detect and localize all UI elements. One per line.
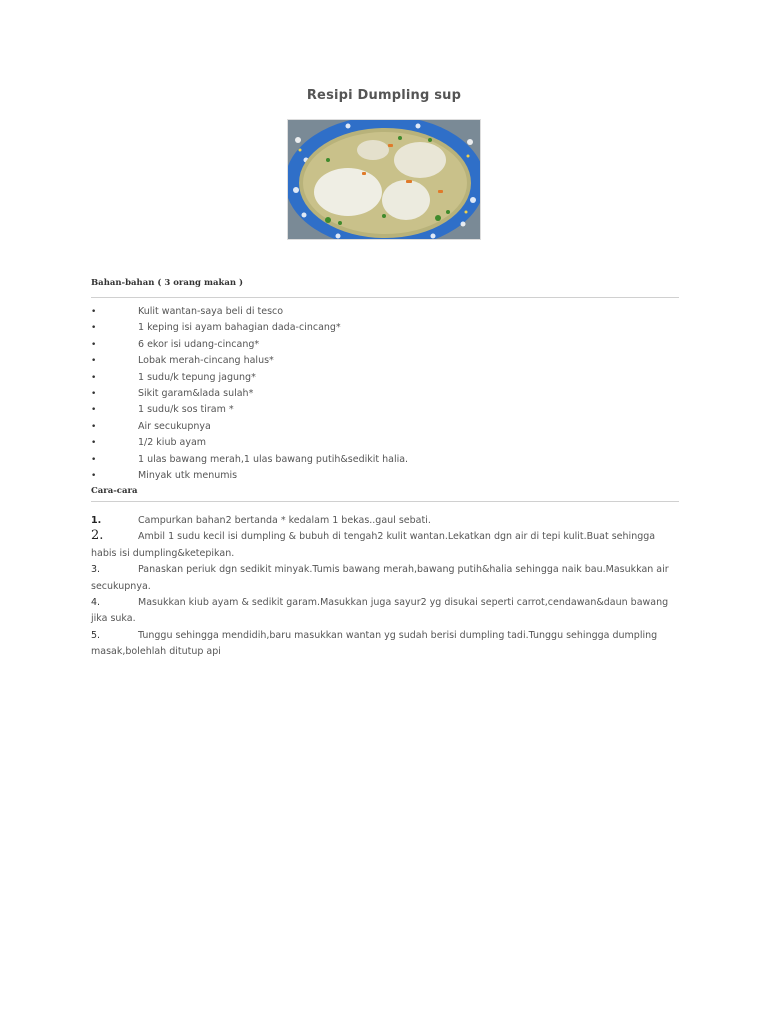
ingredient-item: • 1 sudu/k tepung jagung* [91, 370, 679, 386]
ingredients-heading: Bahan-bahan ( 3 orang makan ) [91, 278, 244, 288]
ingredient-item: • 1 ulas bawang merah,1 ulas bawang putih&sedikit halia. [91, 452, 679, 468]
bullet-icon: • [91, 454, 97, 465]
ingredients-list [91, 304, 679, 484]
method-divider [91, 501, 679, 502]
bullet-icon: • [91, 356, 97, 367]
bullet-icon: • [91, 405, 97, 416]
step-item [91, 513, 679, 529]
bullet-icon: • [91, 307, 97, 317]
step-number: 5. [91, 629, 101, 641]
ingredient-item: • Kulit wantan-saya beli di tesco [91, 304, 679, 320]
ingredient-item: • Air secukupnya [91, 419, 679, 435]
ingredient-item: • 1/2 kiub ayam [91, 435, 679, 451]
ingredient-item: • Minyak utk menumis [91, 468, 679, 484]
step-item [91, 529, 679, 562]
ingredient-item: • 6 ekor isi udang-cincang* [91, 337, 679, 353]
ingredient-item: • Lobak merah-cincang halus* [91, 353, 679, 369]
step-text: Masukkan kiub ayam & sedikit garam.Masukkan juga sayur2 yg disukai seperti carrot,cendawan&daun bawang jika suka. [91, 597, 669, 625]
steps-list [91, 513, 679, 661]
recipe-title: Resipi Dumpling sup [306, 88, 462, 103]
step-text: Ambil 1 sudu kecil isi dumpling & bubuh di tengah2 kulit wantan.Lekatkan dgn air di tepi kulit.Buat sehingga habis isi dumpling&ketepikan. [91, 531, 656, 559]
ingredient-item: • 1 keping isi ayam bahagian dada-cincang* [91, 320, 679, 336]
step-item [91, 595, 679, 628]
bullet-icon: • [91, 438, 97, 449]
step-number: 4. [91, 597, 101, 609]
step-text: Panaskan periuk dgn sedikit minyak.Tumis bawang merah,bawang putih&halia sehingga naik bau.Masukkan air secukupnya. [91, 564, 669, 592]
ingredient-item: • Sikit garam&lada sulah* [91, 386, 679, 402]
bullet-icon: • [91, 323, 97, 334]
ingredient-item: • 1 sudu/k sos tiram * [91, 402, 679, 418]
step-number: 3. [91, 564, 101, 576]
ingredients-divider [91, 297, 679, 298]
bullet-icon: • [91, 421, 97, 432]
step-text: Campurkan bahan2 bertanda * kedalam 1 bekas..gaul sebati. [138, 515, 431, 526]
bullet-icon: • [91, 372, 97, 383]
bullet-icon: • [91, 470, 97, 481]
bullet-icon: • [91, 339, 97, 350]
step-text: Tunggu sehingga mendidih,baru masukkan wantan yg sudah berisi dumpling tadi.Tunggu sehingga dumpling masak,bolehlah ditutup api [91, 629, 658, 658]
method-heading: Cara-cara [91, 486, 138, 496]
step-number: 1. [91, 515, 102, 526]
step-item [91, 562, 679, 595]
bullet-icon: • [91, 388, 97, 399]
step-item [91, 628, 679, 661]
step-number: 2. [91, 528, 104, 544]
dumpling-soup-photo [287, 119, 481, 240]
